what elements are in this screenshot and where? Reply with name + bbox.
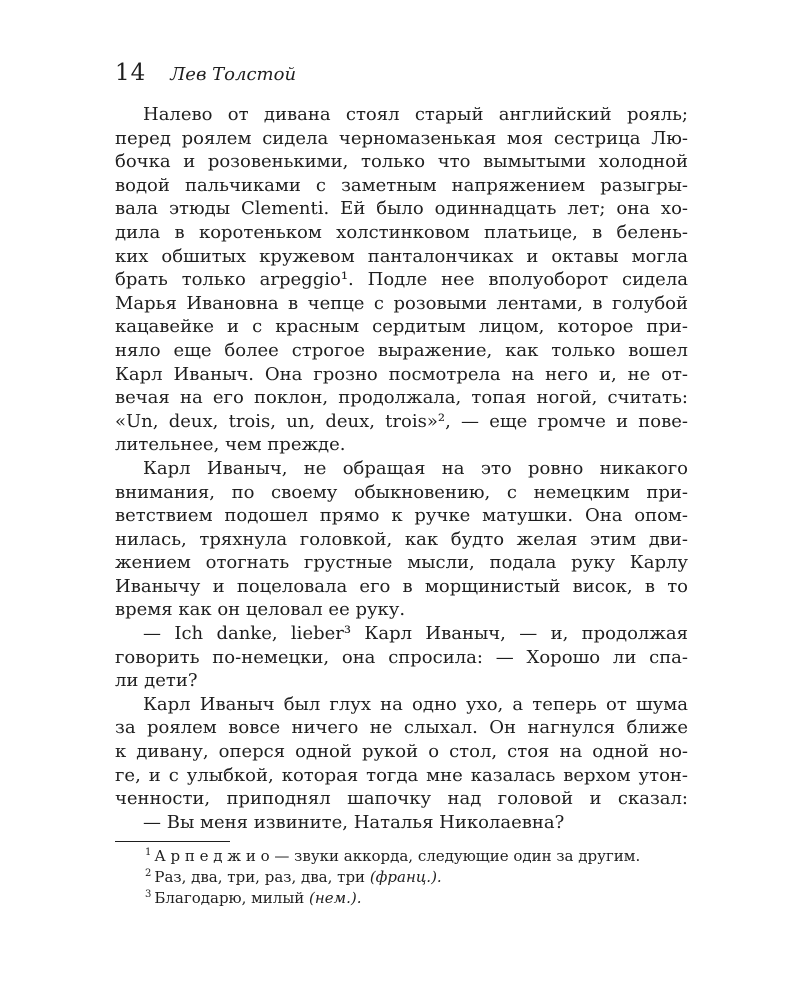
text-line: — Ich danke, lieber³ Карл Иваныч, — и, продолжая [143, 623, 688, 645]
text-line: кацавейке и с красным сердитым лицом, которое при- [115, 316, 688, 338]
text-line: — Вы меня извините, Наталья Николаевна? [143, 811, 565, 833]
footnote-separator [115, 841, 230, 842]
text-line: Марья Ивановна в чепце с розовыми лентами, в голубой [115, 292, 688, 314]
text-line: вечая на его поклон, продолжала, топая ногой, считать: [115, 387, 688, 409]
text-line: лительнее, чем прежде. [115, 434, 346, 456]
footnote-text: Благодарю, милый [154, 889, 310, 908]
text-line: жением отогнать грустные мысли, подала руку Карлу [115, 552, 688, 574]
body-text [115, 103, 688, 834]
text-line: ветствием подошел прямо к ручке матушки. Она опом- [115, 505, 688, 527]
text-line: ченности, приподнял шапочку над головой и сказал: [115, 788, 688, 810]
text-line: няло еще более строгое выражение, как только вошел [115, 339, 688, 361]
text-line: ких обшитых кружевом панталончиках и октавы могла [115, 245, 688, 267]
text-line: водой пальчиками с заметным напряжением разыгры- [115, 174, 688, 196]
footnote-language-note: (нем.). [309, 889, 362, 908]
footnote-item [115, 888, 688, 909]
footnote-marker: 1 [145, 847, 152, 859]
text-line: бочка и розовенькими, только что вымытыми холодной [115, 151, 688, 173]
text-line: Карл Иваныч. Она грозно посмотрела на него и, не от- [115, 363, 688, 385]
footnote-list [115, 846, 688, 909]
text-line: время как он целовал ее руку. [115, 599, 406, 621]
footnote-marker: 3 [145, 889, 152, 901]
text-line: ли дети? [115, 670, 198, 692]
page-header [115, 60, 688, 86]
text-line: говорить по-немецки, она спросила: — Хорошо ли спа- [115, 646, 688, 668]
footnote-marker: 2 [145, 868, 152, 880]
text-line: к дивану, оперся одной рукой о стол, стоя на одной но- [115, 741, 688, 763]
text-line: Карл Иваныч был глух на одно ухо, а теперь от шума [143, 693, 688, 715]
text-line: Налево от дивана стоял старый английский рояль; [143, 104, 688, 125]
text-line: ге, и с улыбкой, которая тогда мне казалась верхом утон- [115, 764, 688, 786]
footnote-item [115, 867, 688, 888]
text-line: «Un, deux, trois, un, deux, trois»², — еще громче и пове- [115, 410, 688, 432]
running-head-author: Лев Толстой [170, 64, 297, 85]
footnote-language-note: (франц.). [369, 868, 442, 887]
text-line: брать только arpeggio¹. Подле нее вполуоборот сидела [115, 269, 688, 291]
text-line: Иванычу и поцеловала его в морщинистый висок, в то [115, 575, 688, 597]
page-content [115, 60, 688, 909]
text-line: вала этюды Clementi. Ей было одиннадцать лет; она хо- [115, 198, 688, 220]
page-number: 14 [115, 60, 147, 86]
text-line: нилась, тряхнула головкой, как будто желая этим дви- [115, 528, 688, 550]
footnote-text: А р п е д ж и о — звуки аккорда, следующие один за другим. [154, 847, 641, 866]
text-line: внимания, по своему обыкновению, с немецким при- [115, 481, 688, 503]
text-line: дила в коротеньком холстинковом платьице, в белень- [115, 221, 688, 243]
text-line: за роялем вовсе ничего не слыхал. Он нагнулся ближе [115, 717, 688, 739]
footnote-text: Раз, два, три, раз, два, три [154, 868, 370, 887]
footnote-item [115, 846, 688, 867]
text-line: перед роялем сидела черномазенькая моя сестрица Лю- [115, 127, 688, 149]
text-line: Карл Иваныч, не обращая на это ровно никакого [143, 457, 688, 479]
